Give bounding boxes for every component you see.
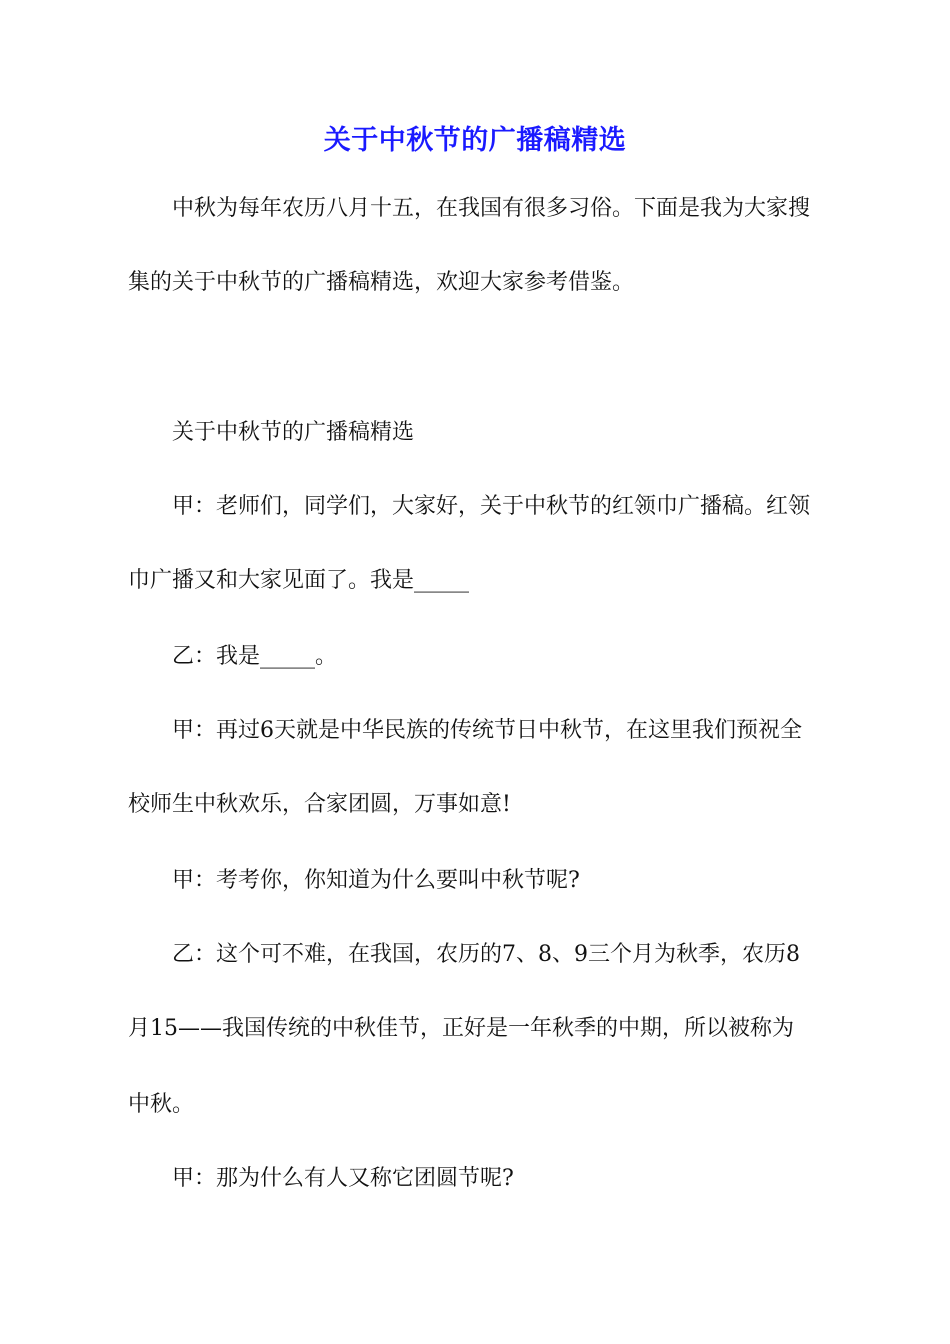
paragraph-line: 甲：考考你，你知道为什么要叫中秋节呢? bbox=[172, 868, 580, 893]
section-heading: 关于中秋节的广播稿精选 bbox=[172, 420, 415, 445]
paragraph-line: 乙：这个可不难，在我国，农历的7、8、9三个月为秋季，农历8 bbox=[172, 942, 800, 967]
document-title: 关于中秋节的广播稿精选 bbox=[323, 125, 627, 156]
paragraph-line: 月15——我国传统的中秋佳节，正好是一年秋季的中期，所以被称为 bbox=[128, 1016, 794, 1041]
paragraph-line: 中秋为每年农历八月十五，在我国有很多习俗。下面是我为大家搜 bbox=[172, 196, 811, 221]
paragraph-line: 甲：再过6天就是中华民族的传统节日中秋节，在这里我们预祝全 bbox=[172, 718, 802, 743]
paragraph-line: 乙：我是_____。 bbox=[172, 644, 338, 669]
paragraph-line: 巾广播又和大家见面了。我是_____ bbox=[128, 568, 470, 593]
paragraph-line: 校师生中秋欢乐，合家团圆，万事如意! bbox=[128, 792, 511, 817]
paragraph-line: 中秋。 bbox=[128, 1092, 195, 1117]
paragraph-line: 甲：那为什么有人又称它团圆节呢? bbox=[172, 1166, 514, 1191]
paragraph-line: 集的关于中秋节的广播稿精选，欢迎大家参考借鉴。 bbox=[128, 270, 635, 295]
paragraph-line: 甲：老师们，同学们，大家好，关于中秋节的红领巾广播稿。红领 bbox=[172, 494, 811, 519]
